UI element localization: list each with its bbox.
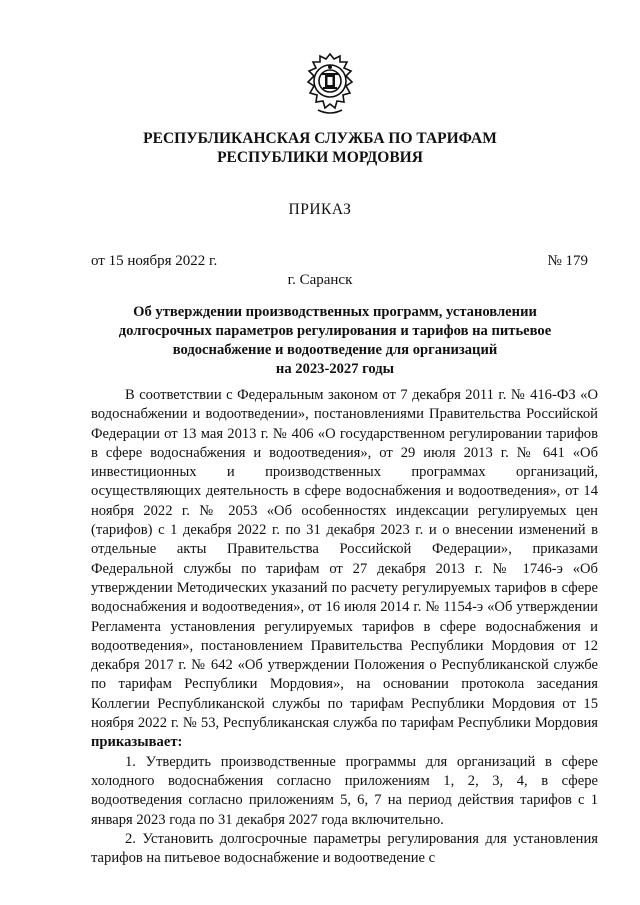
document-type: ПРИКАЗ [288,201,352,218]
coat-of-arms-icon [300,50,360,118]
document-subject [100,303,570,379]
organization-name-line-2: РЕСПУБЛИКИ МОРДОВИЯ [217,149,423,166]
document-number: № 179 [547,253,588,269]
preamble-paragraph [91,386,598,753]
document-body [91,386,598,868]
subject-line: на 2023-2027 годы [275,361,395,377]
item-2-paragraph: 2. Установить долгосрочные параметры регулирования для установления тарифов на питьевое водоснабжение и водоотведение с [91,830,598,867]
subject-line: Об утверждении производственных программ, установлении [133,304,537,320]
item-1-paragraph: 1. Утвердить производственные программы для организаций в сфере холодного водоснабжения согласно приложениям 1, 2, 3, 4, в сфере водоотведения согласно приложениям 5, 6, 7 на период действия тарифов с 1 января 2023 года по 31 декабря 2027 года включительно. [91,753,598,828]
preamble-text: В соответствии с Федеральным законом от 7 декабря 2011 г. № 416-ФЗ «О водоснабжении и водоотведении», постановлениями Правительства Российской Федерации от 13 мая 2013 г. № 406 «О государственном регулировании тарифов в сфере водоснабжения и водоотведения», от 29 июля 2013 г. № 641 «Об инвестиционных и производственных программах организаций, осуществляющих деятельность в сфере водоснабжения и водоотведения», от 14 ноября 2022 г. № 2053 «Об особенностях индексации регулируемых цен (тарифов) с 1 декабря 2022 г. по 31 декабря 2023 г. и о внесении изменений в отдельные акты Правительства Российской Федерации», приказами Федеральной службы по тарифам от 27 декабря 2013 г. № 1746-э «Об утверждении Методических указаний по расчету регулируемых тарифов в сфере водоснабжения и водоотведения», от 16 июля 2014 г. № 1154-э «Об утверждении Регламента установления регулируемых тарифов в сфере водоснабжения и водоотведения», постановлением Правительства Республики Мордовия от 12 декабря 2017 г. № 642 «Об утверждении Положения о Республиканской службе по тарифам Республики Мордовия», на основании протокола заседания Коллегии Республиканской службы по тарифам Республики Мордовия от 15 ноября 2022 г. № 53, Республиканская служба по тарифам Республики Мордовия [91,387,598,732]
subject-line: долгосрочных параметров регулирования и тарифов на питьевое [118,323,552,339]
orders-word: приказывает: [91,734,183,751]
organization-name-line-1: РЕСПУБЛИКАНСКАЯ СЛУЖБА ПО ТАРИФАМ [143,130,497,147]
subject-line: водоснабжение и водоотведение для организаций [172,342,498,358]
document-city: г. Саранск [287,272,353,288]
document-date: от 15 ноября 2022 г. [91,253,218,269]
